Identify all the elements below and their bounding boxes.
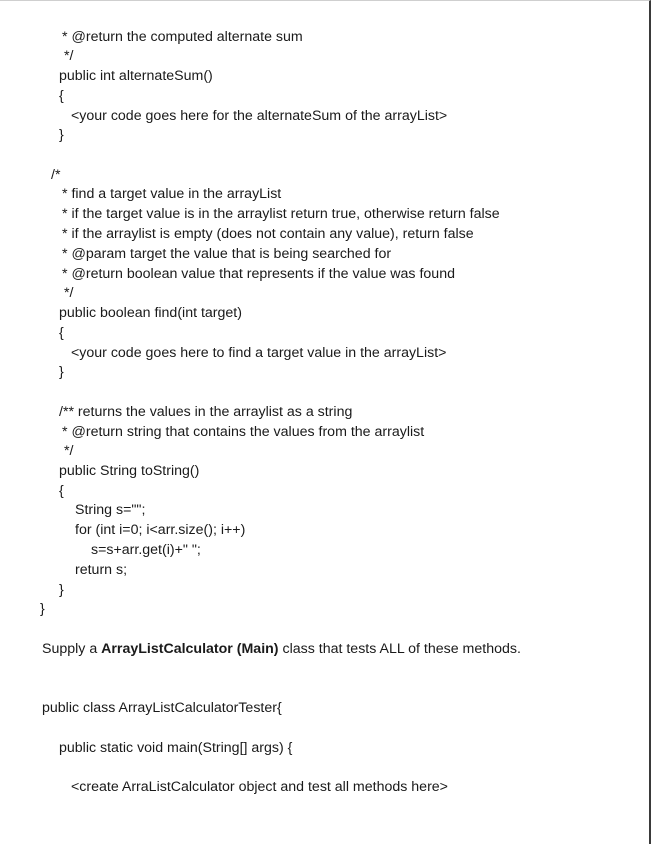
code-line: <your code goes here to find a target value in the arrayList> (71, 345, 447, 361)
code-line: for (int i=0; i<arr.size(); i++) (75, 522, 246, 538)
code-line: * if the target value is in the arraylist return true, otherwise return false (62, 206, 500, 222)
code-line: public int alternateSum() (59, 68, 213, 84)
code-line: <your code goes here for the alternateSum of the arrayList> (71, 108, 448, 124)
code-line: * @return string that contains the values from the arraylist (62, 424, 425, 440)
code-line: * find a target value in the arrayList (62, 186, 282, 202)
code-line: */ (64, 443, 74, 459)
code-line: String s=""; (75, 502, 146, 518)
code-line: */ (64, 285, 74, 301)
supply-classname: ArrayListCalculator (Main) (101, 641, 279, 657)
code-line: } (40, 601, 45, 617)
code-line: * @return boolean value that represents if the value was found (62, 266, 455, 282)
code-line: * @return the computed alternate sum (62, 29, 303, 45)
code-line: /** returns the values in the arraylist as a string (59, 404, 353, 420)
code-line: s=s+arr.get(i)+" "; (91, 542, 201, 558)
code-line: * if the arraylist is empty (does not contain any value), return false (62, 226, 474, 242)
code-line: /* (51, 167, 61, 183)
code-line: { (59, 88, 64, 104)
code-line: public boolean find(int target) (59, 305, 242, 321)
code-line: public class ArrayListCalculatorTester{ (42, 700, 282, 716)
code-line: <create ArraListCalculator object and test all methods here> (71, 779, 448, 795)
code-line: { (59, 483, 64, 499)
supply-prefix: Supply a (42, 641, 102, 657)
code-line: } (59, 582, 64, 598)
code-line: } (59, 364, 64, 380)
code-line: * @param target the value that is being searched for (62, 246, 392, 262)
supply-instruction (42, 640, 521, 658)
code-line: */ (64, 48, 74, 64)
code-line: public String toString() (59, 463, 200, 479)
supply-suffix: class that tests ALL of these methods. (278, 641, 521, 657)
code-line: { (59, 325, 64, 341)
code-line: return s; (75, 562, 128, 578)
code-line: } (59, 127, 64, 143)
code-line: public static void main(String[] args) { (59, 740, 293, 756)
